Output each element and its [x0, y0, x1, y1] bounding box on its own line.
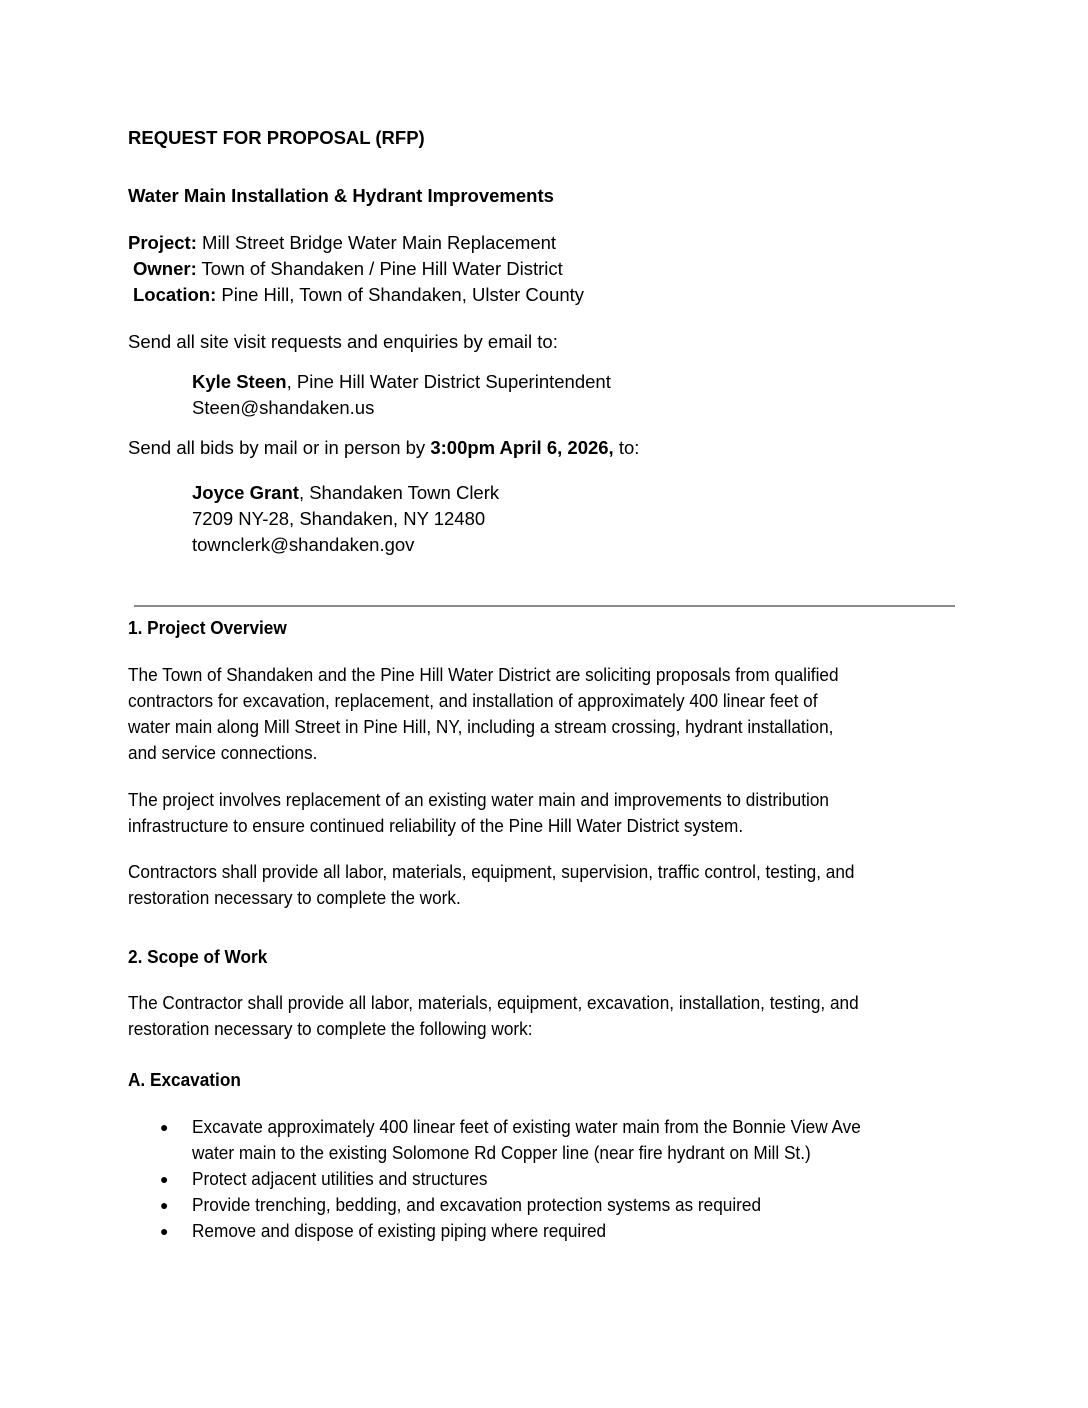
bids-email[interactable]: townclerk@shandaken.gov — [192, 534, 415, 555]
owner-label: Owner: — [133, 258, 197, 279]
section1-p2-line: infrastructure to ensure continued reliability of the Pine Hill Water District system. — [128, 815, 744, 836]
section1-p3-line: restoration necessary to complete the work. — [128, 887, 461, 908]
section1-heading: 1. Project Overview — [128, 617, 287, 638]
section1-p1-line: The Town of Shandaken and the Pine Hill Water District are soliciting proposals from qualified — [128, 664, 839, 685]
bids-intro-end: to: — [613, 437, 640, 458]
project-line — [128, 230, 556, 256]
section2-p1-line: The Contractor shall provide all labor, materials, equipment, excavation, installation, testing, and — [128, 992, 859, 1013]
section1-p2-line: The project involves replacement of an existing water main and improvements to distribution — [128, 789, 829, 810]
section1-p1-line: and service connections. — [128, 742, 318, 763]
bids-deadline: 3:00pm April 6, 2026, — [430, 437, 614, 458]
enquiries-email[interactable]: Steen@shandaken.us — [192, 397, 375, 418]
enquiries-contact — [192, 369, 611, 395]
project-value: Mill Street Bridge Water Main Replacement — [196, 232, 557, 253]
list-item: Excavate approximately 400 linear feet of existing water main from the Bonnie View Ave — [192, 1116, 861, 1137]
bids-contact-role: , Shandaken Town Clerk — [298, 482, 500, 503]
owner-line — [133, 256, 563, 282]
section-divider — [134, 605, 955, 607]
section2-p1-line: restoration necessary to complete the following work: — [128, 1018, 533, 1039]
section1-p1-line: water main along Mill Street in Pine Hill, NY, including a stream crossing, hydrant installation, — [128, 716, 834, 737]
bids-address: 7209 NY-28, Shandaken, NY 12480 — [192, 508, 486, 529]
section2-subheading: A. Excavation — [128, 1069, 241, 1090]
enquiries-contact-name: Kyle Steen — [192, 371, 287, 392]
list-item: Remove and dispose of existing piping where required — [192, 1220, 607, 1241]
project-label: Project: — [128, 232, 197, 253]
bullet-icon: ● — [160, 1119, 169, 1135]
bullet-icon: ● — [160, 1171, 169, 1187]
list-item: Provide trenching, bedding, and excavation protection systems as required — [192, 1194, 762, 1215]
bullet-icon: ● — [160, 1197, 169, 1213]
location-line — [133, 282, 584, 308]
section1-p1-line: contractors for excavation, replacement, and installation of approximately 400 linear feet of — [128, 690, 818, 711]
location-label: Location: — [133, 284, 217, 305]
document-title: REQUEST FOR PROPOSAL (RFP) — [128, 127, 425, 148]
list-item-continuation: water main to the existing Solomone Rd Copper line (near fire hydrant on Mill St.) — [192, 1142, 811, 1163]
enquiries-contact-role: , Pine Hill Water District Superintendent — [286, 371, 611, 392]
bids-contact-name: Joyce Grant — [192, 482, 299, 503]
bullet-icon: ● — [160, 1223, 169, 1239]
section1-p3-line: Contractors shall provide all labor, materials, equipment, supervision, traffic control, testing, and — [128, 861, 855, 882]
bids-intro-text: Send all bids by mail or in person by — [128, 437, 431, 458]
enquiries-intro: Send all site visit requests and enquiries by email to: — [128, 331, 558, 352]
owner-value: Town of Shandaken / Pine Hill Water District — [196, 258, 563, 279]
location-value: Pine Hill, Town of Shandaken, Ulster County — [216, 284, 585, 305]
section2-heading: 2. Scope of Work — [128, 946, 268, 967]
bids-contact — [192, 480, 499, 506]
document-subtitle: Water Main Installation & Hydrant Improvements — [128, 185, 554, 206]
bids-intro — [128, 435, 639, 461]
list-item: Protect adjacent utilities and structures — [192, 1168, 488, 1189]
